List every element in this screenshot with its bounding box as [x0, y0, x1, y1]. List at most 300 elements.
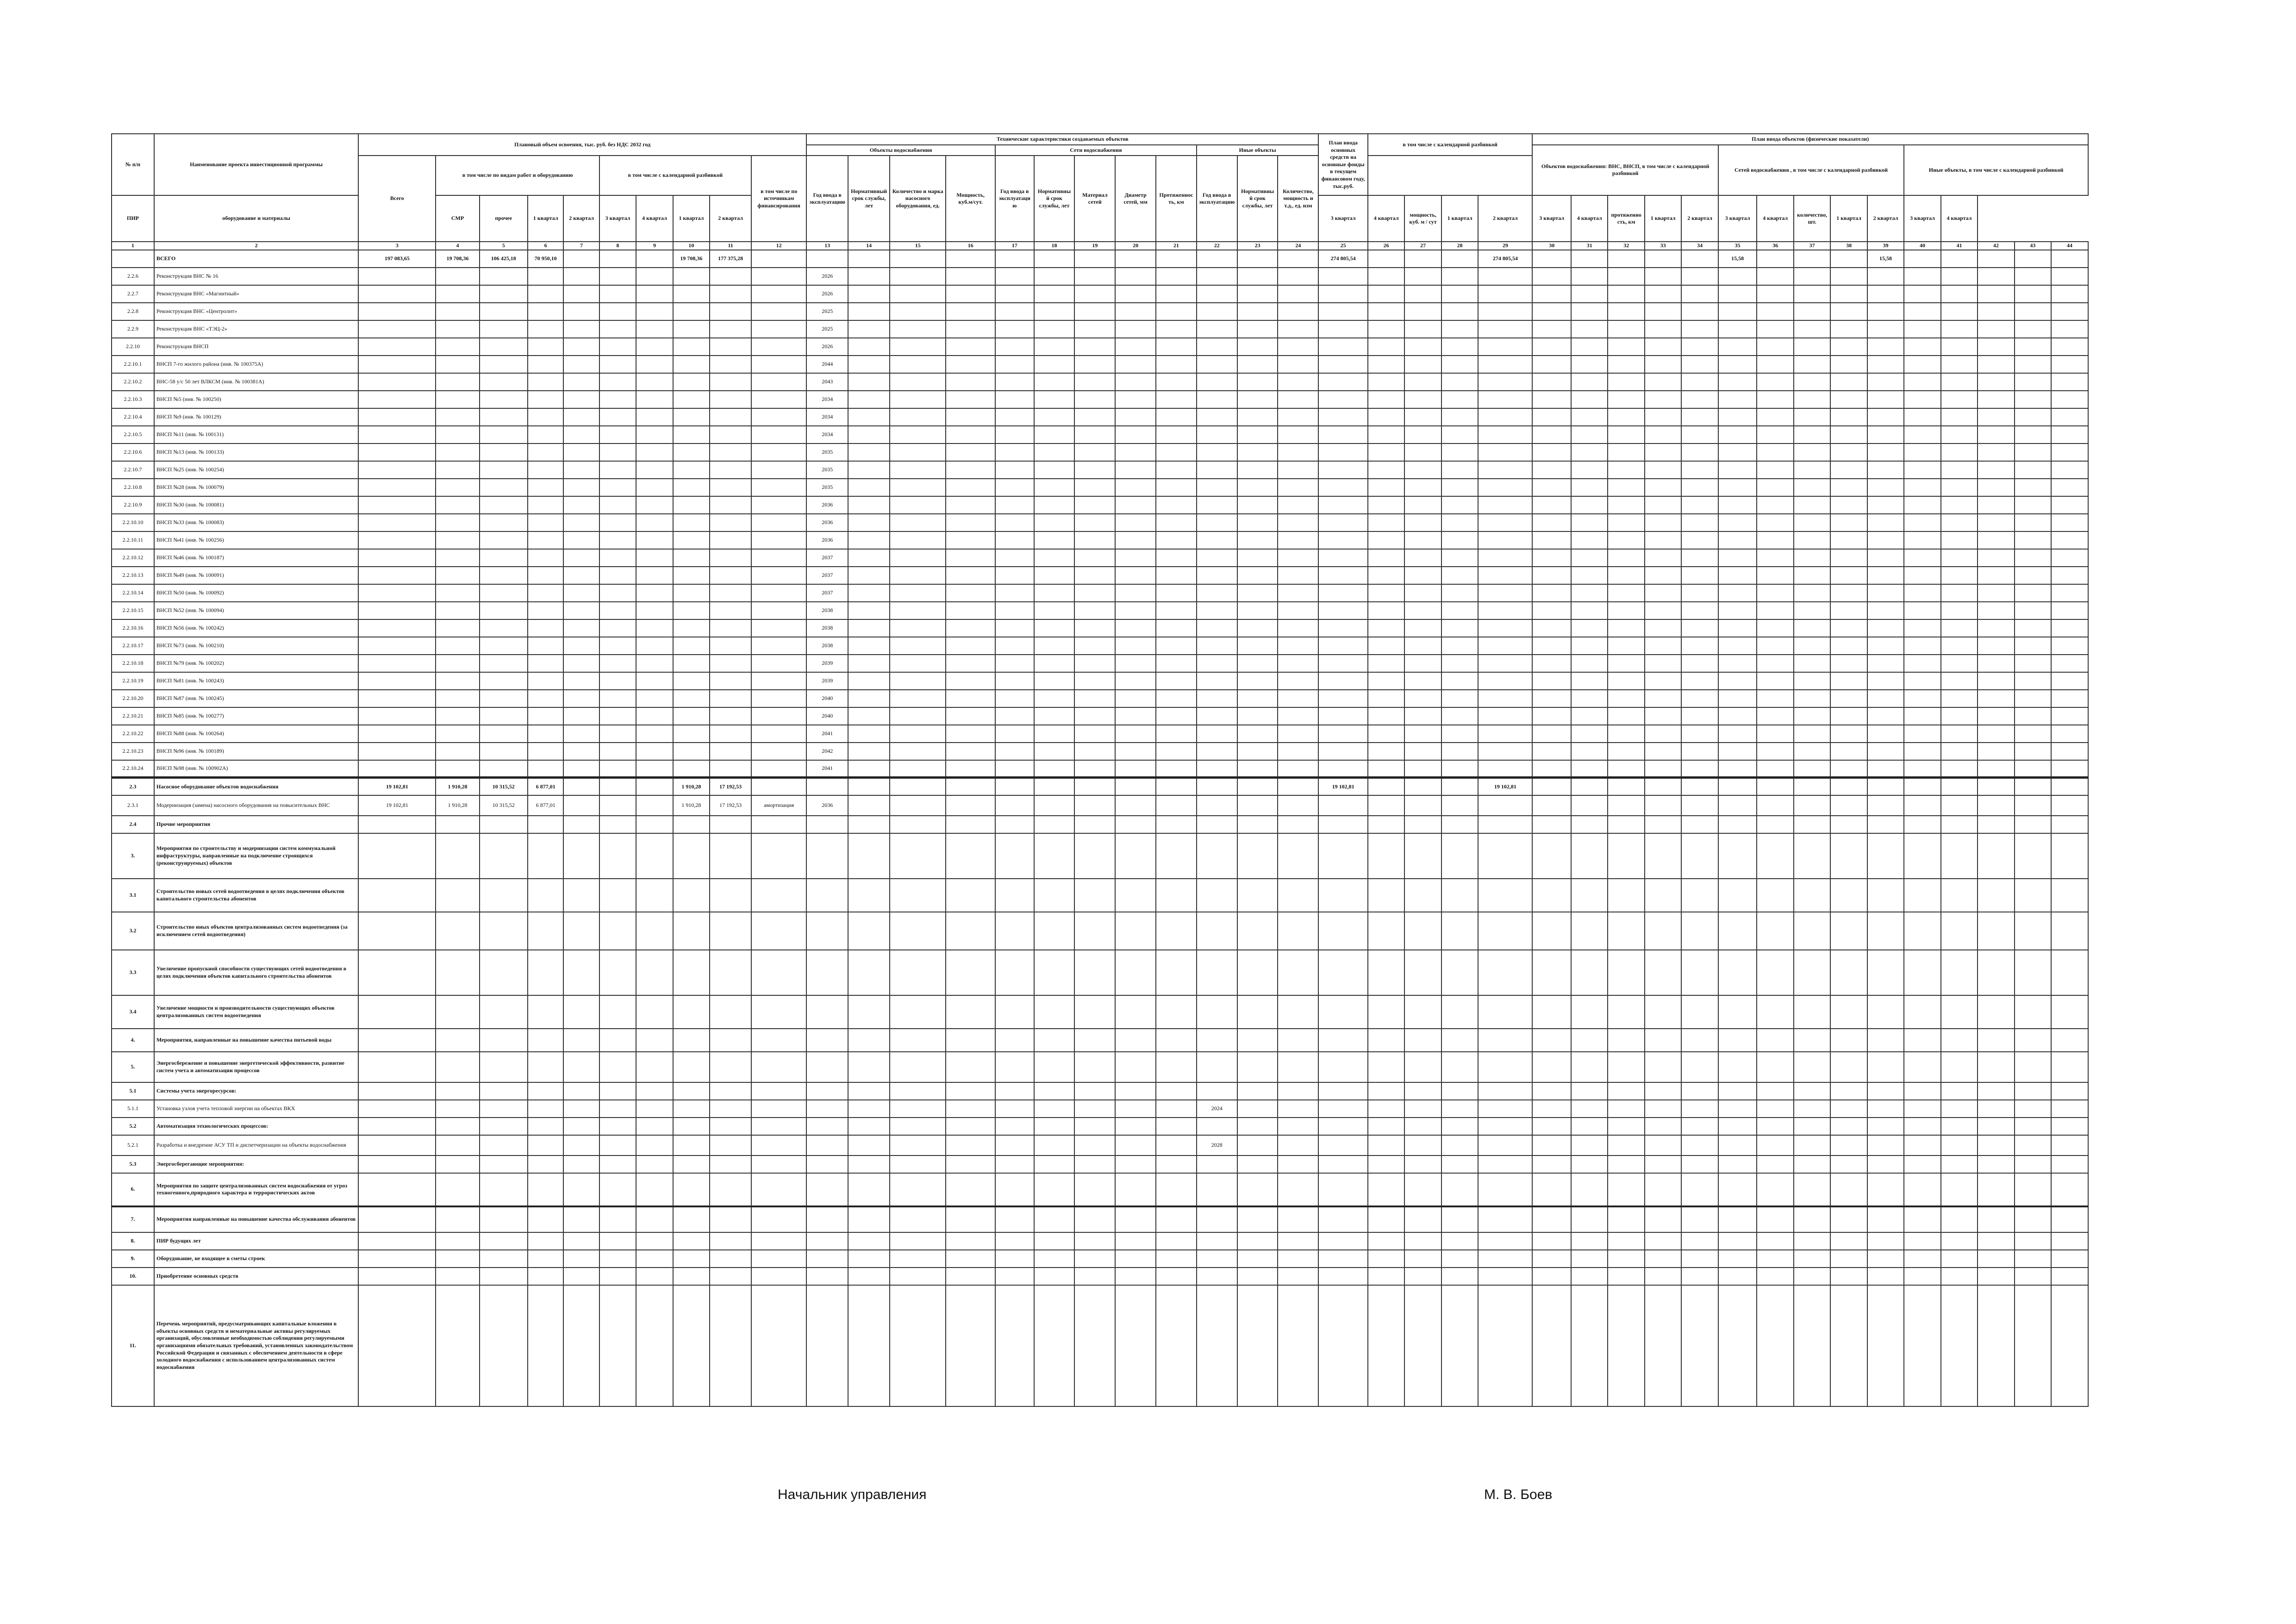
empty-cell [1794, 1029, 1830, 1052]
empty-cell [1757, 356, 1793, 373]
empty-cell [599, 1029, 636, 1052]
empty-cell [1074, 356, 1115, 373]
empty-cell [358, 743, 436, 760]
empty-cell [946, 1135, 995, 1156]
empty-cell [1757, 637, 1793, 655]
empty-cell [599, 637, 636, 655]
table-row [112, 725, 2088, 743]
empty-cell [1645, 1268, 1681, 1285]
empty-cell [848, 531, 890, 549]
empty-cell [1278, 1156, 1318, 1173]
empty-cell [1571, 408, 1608, 426]
empty-cell [2051, 356, 2088, 373]
cell-col-13: 2041 [806, 725, 848, 743]
empty-cell [1074, 1052, 1115, 1082]
empty-cell [1478, 995, 1532, 1029]
empty-cell [751, 1173, 806, 1206]
empty-cell [1978, 373, 2014, 391]
empty-cell [1904, 655, 1940, 672]
row-number: 10. [112, 1268, 154, 1285]
empty-cell [1278, 514, 1318, 531]
empty-cell [1441, 320, 1478, 338]
empty-cell [1034, 373, 1075, 391]
empty-cell [1441, 408, 1478, 426]
empty-cell [1830, 531, 1867, 549]
empty-cell [751, 250, 806, 268]
empty-cell [2015, 743, 2051, 760]
col-num-16: 16 [946, 242, 995, 250]
empty-cell [1368, 408, 1404, 426]
empty-cell [1368, 995, 1404, 1029]
row-number: 2.2.8 [112, 303, 154, 320]
empty-cell [599, 743, 636, 760]
empty-cell [2015, 496, 2051, 514]
empty-cell [1532, 373, 1571, 391]
empty-cell [1608, 833, 1644, 879]
empty-cell [1978, 514, 2014, 531]
empty-cell [1318, 1285, 1368, 1406]
empty-cell [1904, 373, 1940, 391]
empty-cell [1404, 795, 1441, 816]
empty-cell [1794, 950, 1830, 995]
empty-cell [1867, 1100, 1904, 1118]
empty-cell [1645, 567, 1681, 584]
table-row [112, 1173, 2088, 1206]
empty-cell [1074, 338, 1115, 356]
cell-col-13: 2026 [806, 268, 848, 285]
empty-cell [1608, 268, 1644, 285]
empty-cell [1718, 690, 1757, 707]
empty-cell [1237, 637, 1278, 655]
empty-cell [1904, 320, 1940, 338]
hdr-fq2: 2 квартал [710, 195, 751, 242]
empty-cell [946, 496, 995, 514]
empty-cell [1718, 1173, 1757, 1206]
empty-cell [1197, 408, 1237, 426]
empty-cell [1404, 268, 1441, 285]
empty-cell [1404, 1285, 1441, 1406]
empty-cell [1115, 426, 1156, 443]
empty-cell [946, 912, 995, 950]
empty-cell [1115, 1135, 1156, 1156]
empty-cell [1941, 995, 1978, 1029]
empty-cell [636, 408, 673, 426]
empty-cell [1441, 426, 1478, 443]
table-row [112, 707, 2088, 725]
empty-cell [1794, 1082, 1830, 1100]
empty-cell [1368, 549, 1404, 567]
row-name: Реконструкция ВНС «Центролит» [154, 303, 358, 320]
empty-cell [1318, 1156, 1368, 1173]
empty-cell [1718, 285, 1757, 303]
empty-cell [1571, 879, 1608, 912]
empty-cell [1478, 479, 1532, 496]
empty-cell [1978, 995, 2014, 1029]
empty-cell [1794, 391, 1830, 408]
empty-cell [2015, 320, 2051, 338]
row-number: 2.2.10.16 [112, 619, 154, 637]
empty-cell [1532, 1156, 1571, 1173]
col-num-32: 32 [1608, 242, 1644, 250]
empty-cell [1718, 479, 1757, 496]
empty-cell [563, 602, 599, 619]
empty-cell [1074, 879, 1115, 912]
cell-col-13: 2026 [806, 338, 848, 356]
empty-cell [751, 743, 806, 760]
empty-cell [1718, 1135, 1757, 1156]
empty-cell [1794, 995, 1830, 1029]
empty-cell [1237, 250, 1278, 268]
empty-cell [1718, 549, 1757, 567]
empty-cell [1156, 391, 1197, 408]
empty-cell [480, 672, 528, 690]
empty-cell [358, 1052, 436, 1082]
empty-cell [358, 1268, 436, 1285]
empty-cell [1404, 443, 1441, 461]
col-num-12: 12 [751, 242, 806, 250]
empty-cell [1941, 1206, 1978, 1232]
row-number: 2.2.10.17 [112, 637, 154, 655]
empty-cell [528, 950, 563, 995]
empty-cell [1978, 1118, 2014, 1135]
empty-cell [1794, 496, 1830, 514]
empty-cell [636, 567, 673, 584]
empty-cell [1867, 408, 1904, 426]
col-num-29: 29 [1478, 242, 1532, 250]
empty-cell [1978, 672, 2014, 690]
empty-cell [1794, 1285, 1830, 1406]
empty-cell [1368, 672, 1404, 690]
empty-cell [1368, 479, 1404, 496]
empty-cell [673, 408, 710, 426]
empty-cell [1645, 1173, 1681, 1206]
empty-cell [1904, 1156, 1940, 1173]
cell-col-13: 2036 [806, 496, 848, 514]
empty-cell [710, 356, 751, 373]
empty-cell [636, 285, 673, 303]
empty-cell [1867, 760, 1904, 778]
empty-cell [563, 338, 599, 356]
empty-cell [1368, 1029, 1404, 1052]
empty-cell [1830, 1250, 1867, 1268]
empty-cell [1404, 1268, 1441, 1285]
empty-cell [1074, 1268, 1115, 1285]
empty-cell [1197, 637, 1237, 655]
empty-cell [1237, 320, 1278, 338]
empty-cell [1757, 995, 1793, 1029]
empty-cell [1941, 1135, 1978, 1156]
empty-cell [1034, 479, 1075, 496]
empty-cell [1681, 1052, 1718, 1082]
empty-cell [1034, 655, 1075, 672]
empty-cell [480, 479, 528, 496]
empty-cell [480, 743, 528, 760]
empty-cell [1115, 567, 1156, 584]
empty-cell [751, 690, 806, 707]
empty-cell [436, 408, 479, 426]
empty-cell [1478, 833, 1532, 879]
empty-cell [946, 655, 995, 672]
empty-cell [1608, 338, 1644, 356]
col-num-4: 4 [436, 242, 479, 250]
empty-cell [563, 816, 599, 833]
empty-cell [1278, 1029, 1318, 1052]
empty-cell [1794, 320, 1830, 338]
empty-cell [1318, 549, 1368, 567]
empty-cell [1532, 268, 1571, 285]
empty-cell [2015, 1135, 2051, 1156]
empty-cell [1156, 567, 1197, 584]
empty-cell [946, 479, 995, 496]
empty-cell [1904, 743, 1940, 760]
empty-cell [1867, 1135, 1904, 1156]
empty-cell [1571, 1156, 1608, 1173]
empty-cell [358, 602, 436, 619]
table-row [112, 567, 2088, 584]
empty-cell [1645, 1232, 1681, 1250]
hdr-oq3: 3 квартал [1532, 195, 1571, 242]
empty-cell [806, 1052, 848, 1082]
empty-cell [528, 461, 563, 479]
empty-cell [1404, 549, 1441, 567]
empty-cell [1478, 338, 1532, 356]
empty-cell [1571, 1100, 1608, 1118]
empty-cell [1571, 1206, 1608, 1232]
empty-cell [710, 690, 751, 707]
empty-cell [946, 778, 995, 795]
empty-cell [1318, 584, 1368, 602]
cell-col-13: 2037 [806, 549, 848, 567]
empty-cell [1368, 496, 1404, 514]
empty-cell [636, 250, 673, 268]
row-name: ВНСП №56 (инв. № 100242) [154, 619, 358, 637]
empty-cell [1115, 1173, 1156, 1206]
empty-cell [1441, 479, 1478, 496]
empty-cell [1978, 690, 2014, 707]
empty-cell [358, 690, 436, 707]
empty-cell [848, 250, 890, 268]
row-number: 2.2.10.15 [112, 602, 154, 619]
hdr-tech: Технические характеристики создаваемых объектов [806, 134, 1318, 145]
empty-cell [1404, 584, 1441, 602]
empty-cell [1830, 479, 1867, 496]
col-num-20: 20 [1115, 242, 1156, 250]
empty-cell [2051, 1135, 2088, 1156]
hdr-mq1: 1 квартал [1830, 195, 1867, 242]
empty-cell [1115, 1268, 1156, 1285]
empty-cell [1681, 995, 1718, 1029]
empty-cell [436, 391, 479, 408]
empty-cell [1074, 690, 1115, 707]
empty-cell [673, 584, 710, 602]
empty-cell [806, 879, 848, 912]
empty-cell [946, 356, 995, 373]
empty-cell [1941, 514, 1978, 531]
empty-cell [563, 1173, 599, 1206]
row-name: ВНСП №5 (инв. № 100250) [154, 391, 358, 408]
empty-cell [2015, 479, 2051, 496]
empty-cell [563, 285, 599, 303]
empty-cell [358, 303, 436, 320]
empty-cell [1757, 426, 1793, 443]
empty-cell [1830, 338, 1867, 356]
row-number: 2.2.6 [112, 268, 154, 285]
empty-cell [636, 1173, 673, 1206]
empty-cell [1115, 655, 1156, 672]
cell-col-4: 1 910,28 [436, 778, 479, 795]
empty-cell [1237, 1082, 1278, 1100]
empty-cell [1941, 912, 1978, 950]
empty-cell [890, 338, 946, 356]
empty-cell [2015, 1118, 2051, 1135]
empty-cell [1532, 879, 1571, 912]
empty-cell [1718, 655, 1757, 672]
empty-cell [890, 1173, 946, 1206]
empty-cell [751, 426, 806, 443]
empty-cell [1830, 584, 1867, 602]
empty-cell [1941, 1082, 1978, 1100]
empty-cell [1034, 725, 1075, 743]
empty-cell [1978, 496, 2014, 514]
empty-cell [2015, 1052, 2051, 1082]
empty-cell [2051, 707, 2088, 725]
empty-cell [995, 795, 1034, 816]
empty-cell [1237, 707, 1278, 725]
empty-cell [1237, 338, 1278, 356]
empty-cell [1034, 1250, 1075, 1268]
empty-cell [1156, 496, 1197, 514]
empty-cell [2015, 1206, 2051, 1232]
empty-cell [1034, 320, 1075, 338]
empty-cell [1681, 637, 1718, 655]
empty-cell [1404, 912, 1441, 950]
empty-cell [599, 1100, 636, 1118]
empty-cell [1904, 1173, 1940, 1206]
empty-cell [1608, 725, 1644, 743]
empty-cell [599, 1232, 636, 1250]
empty-cell [1034, 338, 1075, 356]
empty-cell [1681, 549, 1718, 567]
col-num-39: 39 [1867, 242, 1904, 250]
row-number: 2.2.10.12 [112, 549, 154, 567]
empty-cell [1478, 426, 1532, 443]
empty-cell [2015, 672, 2051, 690]
empty-cell [1318, 443, 1368, 461]
empty-cell [710, 1100, 751, 1118]
empty-cell [599, 1173, 636, 1206]
empty-cell [1794, 778, 1830, 795]
empty-cell [1681, 672, 1718, 690]
empty-cell [1718, 1052, 1757, 1082]
table-row [112, 285, 2088, 303]
empty-cell [1718, 303, 1757, 320]
cell-col-13: 2040 [806, 707, 848, 725]
empty-cell [2015, 950, 2051, 995]
empty-cell [1645, 1135, 1681, 1156]
empty-cell [1074, 707, 1115, 725]
empty-cell [1197, 619, 1237, 637]
empty-cell [1441, 619, 1478, 637]
empty-cell [436, 1029, 479, 1052]
empty-cell [751, 1156, 806, 1173]
empty-cell [1197, 655, 1237, 672]
empty-cell [848, 320, 890, 338]
empty-cell [946, 690, 995, 707]
empty-cell [673, 672, 710, 690]
empty-cell [710, 1029, 751, 1052]
empty-cell [1978, 833, 2014, 879]
empty-cell [1532, 1029, 1571, 1052]
empty-cell [1441, 760, 1478, 778]
empty-cell [2015, 707, 2051, 725]
row-number: 2.2.10.11 [112, 531, 154, 549]
empty-cell [1645, 1156, 1681, 1173]
empty-cell [2015, 725, 2051, 743]
empty-cell [1645, 672, 1681, 690]
empty-cell [1441, 795, 1478, 816]
empty-cell [2051, 408, 2088, 426]
empty-cell [1278, 743, 1318, 760]
empty-cell [563, 690, 599, 707]
empty-cell [1867, 912, 1904, 950]
col-num-33: 33 [1645, 242, 1681, 250]
empty-cell [848, 833, 890, 879]
empty-cell [2051, 461, 2088, 479]
empty-cell [1867, 995, 1904, 1029]
empty-cell [890, 320, 946, 338]
empty-cell [358, 707, 436, 725]
empty-cell [1904, 879, 1940, 912]
table-row [112, 479, 2088, 496]
empty-cell [1830, 1232, 1867, 1250]
hdr-total: Всего [358, 156, 436, 242]
empty-cell [806, 1135, 848, 1156]
empty-cell [1034, 1082, 1075, 1100]
empty-cell [563, 408, 599, 426]
empty-cell [636, 816, 673, 833]
empty-cell [1941, 1285, 1978, 1406]
table-row [112, 637, 2088, 655]
empty-cell [1571, 602, 1608, 619]
empty-cell [1197, 426, 1237, 443]
empty-cell [1608, 1052, 1644, 1082]
empty-cell [1867, 1232, 1904, 1250]
col-num-17: 17 [995, 242, 1034, 250]
empty-cell [751, 356, 806, 373]
empty-cell [1034, 912, 1075, 950]
empty-cell [636, 549, 673, 567]
empty-cell [636, 584, 673, 602]
empty-cell [890, 879, 946, 912]
empty-cell [995, 479, 1034, 496]
empty-cell [1794, 531, 1830, 549]
empty-cell [1441, 950, 1478, 995]
empty-cell [1074, 531, 1115, 549]
empty-cell [1478, 1268, 1532, 1285]
empty-cell [636, 950, 673, 995]
empty-cell [1830, 443, 1867, 461]
row-number: 2.2.10.18 [112, 655, 154, 672]
empty-cell [436, 1232, 479, 1250]
empty-cell [1757, 285, 1793, 303]
empty-cell [1532, 250, 1571, 268]
empty-cell [1278, 461, 1318, 479]
empty-cell [1794, 1268, 1830, 1285]
empty-cell [946, 1100, 995, 1118]
cell-col-5: 106 425,18 [480, 250, 528, 268]
empty-cell [1034, 268, 1075, 285]
empty-cell [1608, 1250, 1644, 1268]
